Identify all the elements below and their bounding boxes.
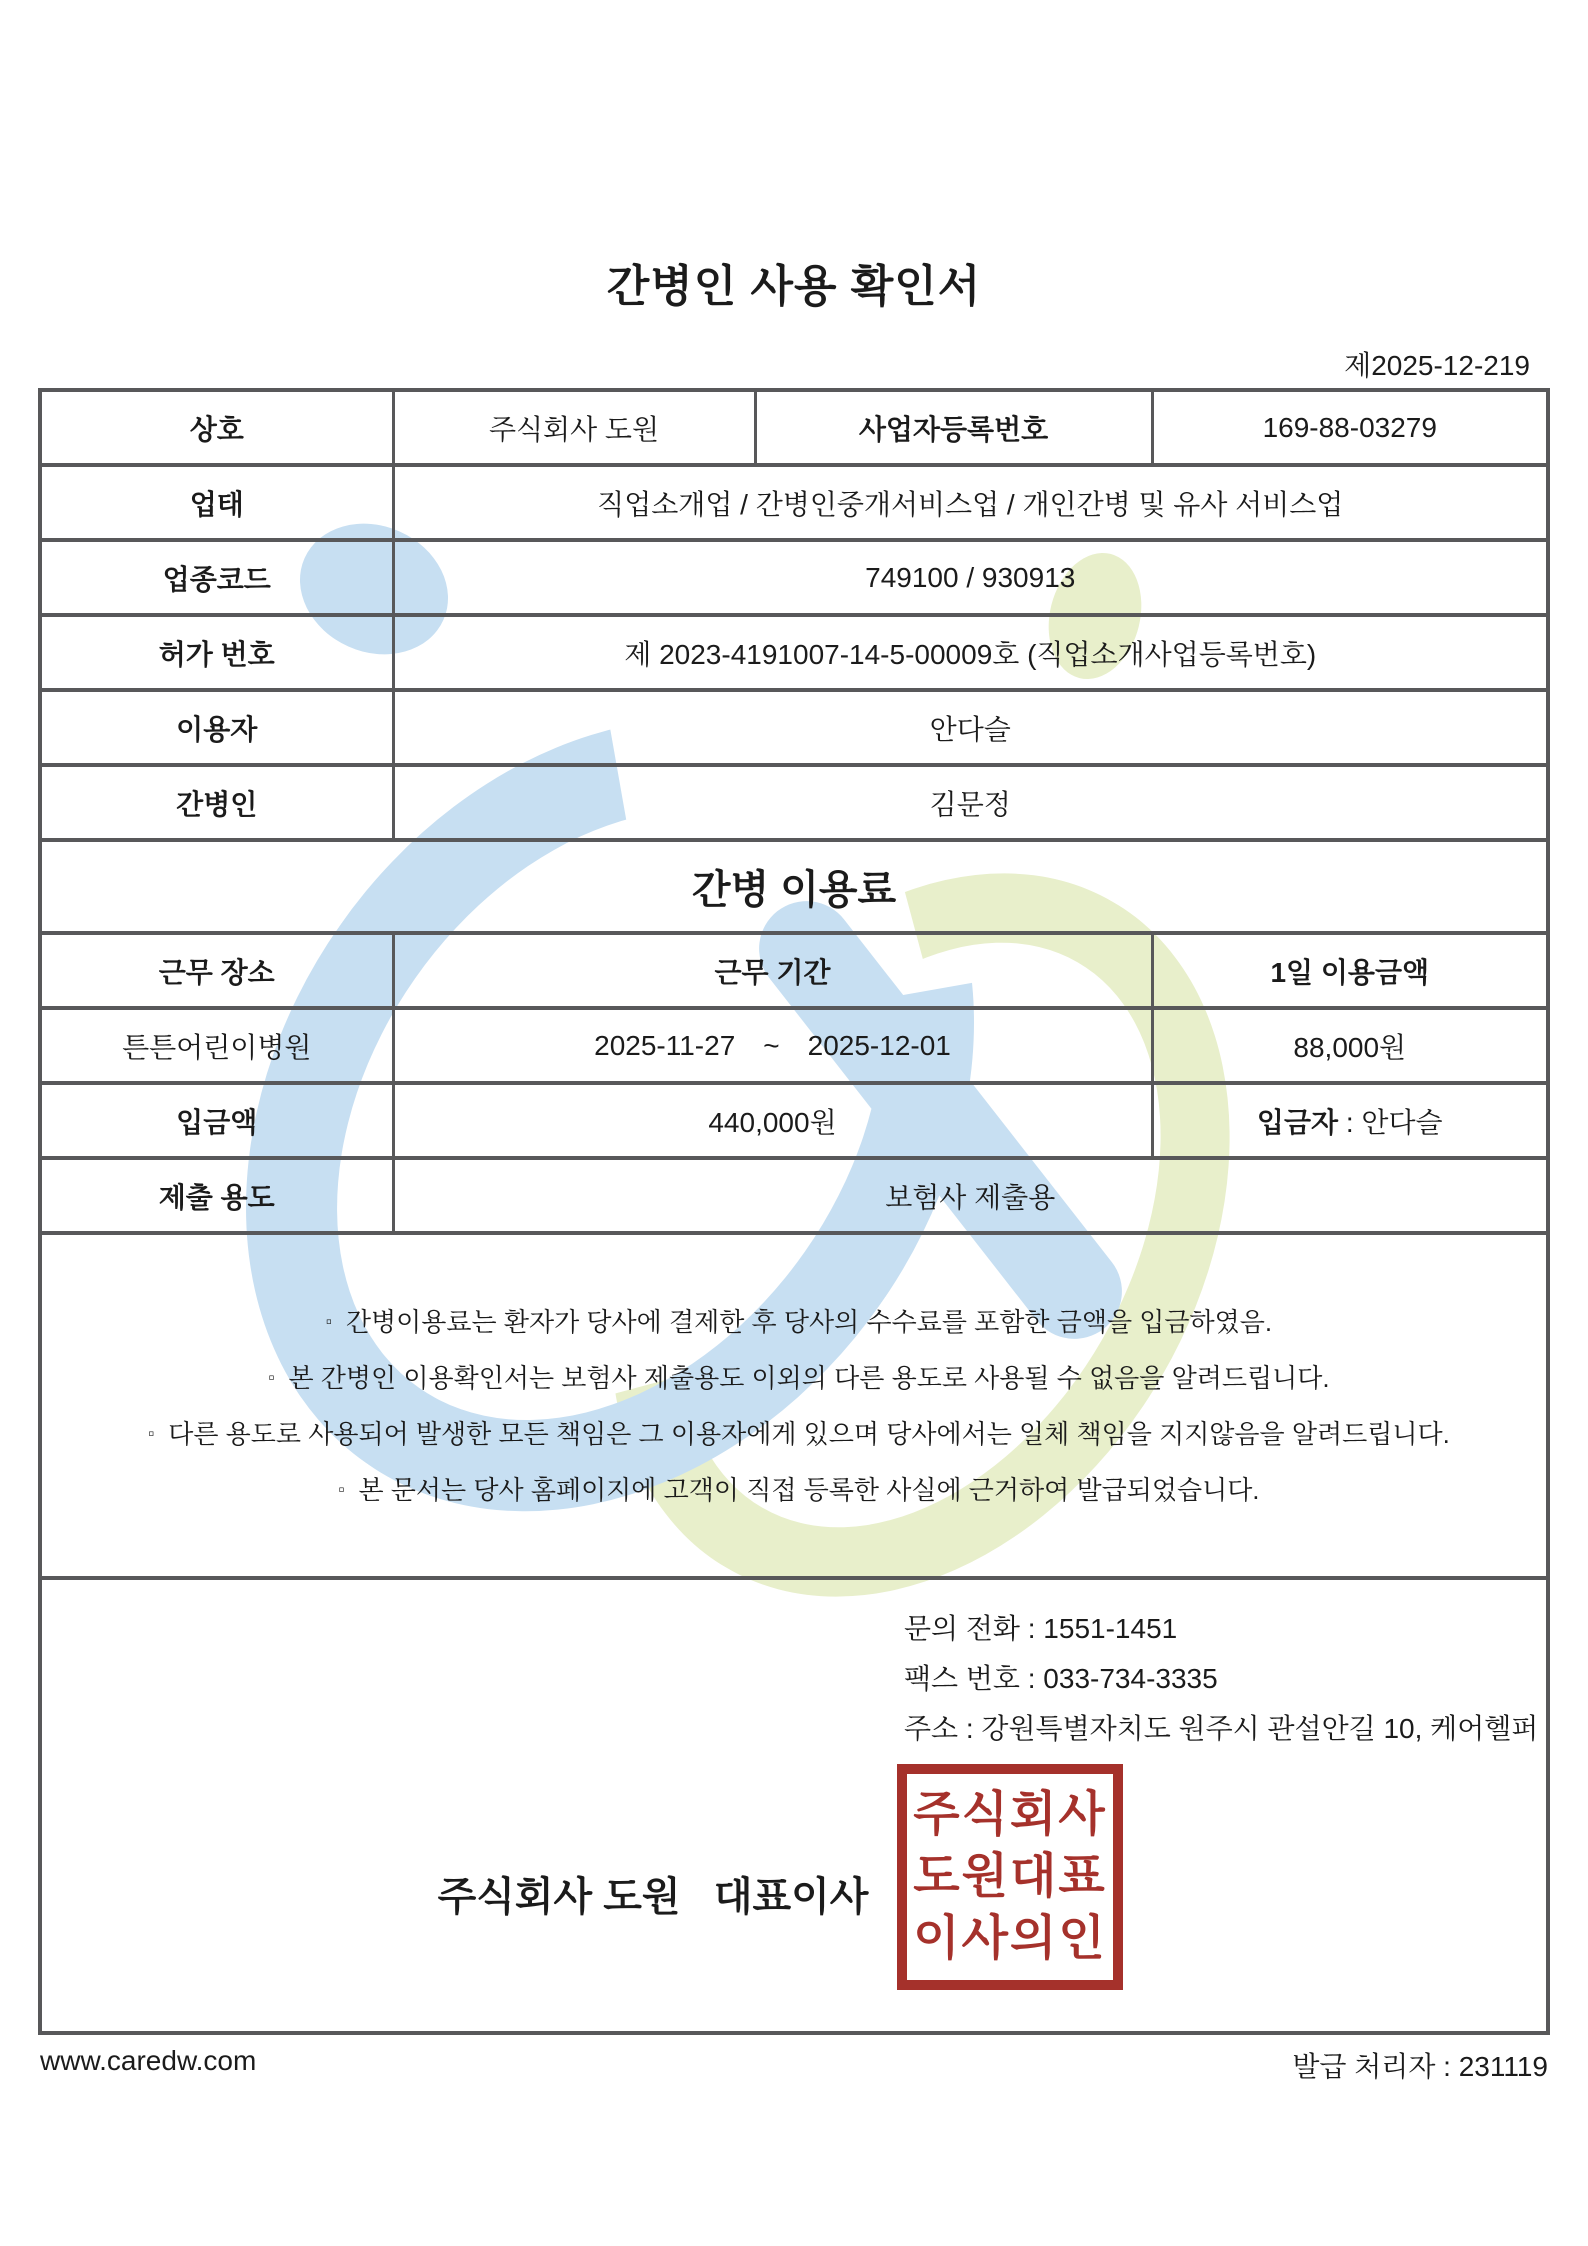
- confirmation-table: [38, 388, 1550, 2035]
- document-number: 제2025-12-219: [1344, 350, 1530, 381]
- note-item: [42, 1406, 1546, 1462]
- issuer-block: [40, 1578, 1548, 2033]
- period-tilde: ~: [763, 1029, 780, 1061]
- company-signature: 주식회사 도원 대표이사: [437, 1875, 869, 1919]
- depositor-value: : 안다슬: [1338, 1106, 1443, 1138]
- company-name-label: 상호: [40, 390, 393, 465]
- depositor-label: 입금자: [1256, 1106, 1339, 1138]
- square-bullet-icon: ▫: [148, 1423, 155, 1443]
- note-item: [42, 1462, 1546, 1518]
- issue-handler: 발급 처리자 : 231119: [1292, 2051, 1548, 2082]
- table-row-company: [40, 390, 1548, 465]
- table-row-purpose: [40, 1158, 1548, 1233]
- business-type-value: 직업소개업 / 간병인중개서비스업 / 개인간병 및 유사 서비스업: [393, 465, 1548, 540]
- table-row-issuer: [40, 1578, 1548, 2033]
- seal-text-line: 주식회사: [913, 1788, 1107, 1841]
- square-bullet-icon: ▫: [325, 1311, 332, 1331]
- industry-code-value: 749100 / 930913: [393, 540, 1548, 615]
- user-label: 이용자: [40, 690, 393, 765]
- period-end: 2025-12-01: [807, 1029, 951, 1061]
- work-place-header: 근무 장소: [40, 933, 393, 1008]
- business-reg-label: 사업자등록번호: [755, 390, 1152, 465]
- square-bullet-icon: ▫: [338, 1479, 345, 1499]
- caregiver-label: 간병인: [40, 765, 393, 840]
- note-item: [42, 1294, 1546, 1350]
- purpose-label: 제출 용도: [40, 1158, 393, 1233]
- website-url: www.caredw.com: [40, 2045, 257, 2076]
- table-row-user: [40, 690, 1548, 765]
- caregiver-value: 김문정: [393, 765, 1548, 840]
- note-text: 본 문서는 당사 홈페이지에 고객이 직접 등록한 사실에 근거하여 발급되었습니다.: [358, 1474, 1260, 1505]
- contact-phone: 문의 전화 : 1551-1451: [904, 1613, 1178, 1644]
- deposit-amount: 440,000원: [393, 1083, 1152, 1158]
- note-text: 다른 용도로 사용되어 발생한 모든 책임은 그 이용자에게 있으며 당사에서는 일체 책임을 지지않음을 알려드립니다.: [168, 1418, 1450, 1449]
- table-row-caregiver: [40, 765, 1548, 840]
- daily-fee-header: 1일 이용금액: [1152, 933, 1548, 1008]
- permit-number-value: 제 2023-4191007-14-5-00009호 (직업소개사업등록번호): [393, 615, 1548, 690]
- table-row-industry-code: [40, 540, 1548, 615]
- table-row-fee-section: [40, 840, 1548, 933]
- work-period-value: [393, 1008, 1152, 1083]
- contact-fax: 팩스 번호 : 033-734-3335: [904, 1663, 1218, 1694]
- note-text: 본 간병인 이용확인서는 보험사 제출용도 이외의 다른 용도로 사용될 수 없음을 알려드립니다.: [288, 1362, 1330, 1393]
- table-row-business-type: [40, 465, 1548, 540]
- permit-number-label: 허가 번호: [40, 615, 393, 690]
- note-text: 간병이용료는 환자가 당사에 결제한 후 당사의 수수료를 포함한 금액을 입금하였음.: [345, 1306, 1273, 1337]
- table-row-notes: [40, 1233, 1548, 1578]
- table-row-permit-number: [40, 615, 1548, 690]
- user-value: 안다슬: [393, 690, 1548, 765]
- work-place-value: 튼튼어린이병원: [40, 1008, 393, 1083]
- seal-text-line: 도원대표: [913, 1850, 1107, 1903]
- table-row-deposit: [40, 1083, 1548, 1158]
- seal-text-line: 이사의인: [913, 1912, 1107, 1965]
- note-item: [42, 1350, 1546, 1406]
- table-row-fee-headers: [40, 933, 1548, 1008]
- corporate-seal-stamp: [897, 1764, 1123, 1990]
- contact-address: 주소 : 강원특별자치도 원주시 관설안길 10, 케어헬퍼: [904, 1713, 1539, 1744]
- page-footer: [40, 2045, 1548, 2085]
- daily-fee-value: 88,000원: [1152, 1008, 1548, 1083]
- notes-block: [40, 1233, 1548, 1578]
- fee-section-title: 간병 이용료: [40, 840, 1548, 933]
- business-type-label: 업태: [40, 465, 393, 540]
- business-reg-value: 169-88-03279: [1152, 390, 1548, 465]
- square-bullet-icon: ▫: [268, 1367, 275, 1387]
- deposit-label: 입금액: [40, 1083, 393, 1158]
- company-name-value: 주식회사 도원: [393, 390, 755, 465]
- industry-code-label: 업종코드: [40, 540, 393, 615]
- page-title: 간병인 사용 확인서: [606, 262, 982, 311]
- purpose-value: 보험사 제출용: [393, 1158, 1548, 1233]
- table-row-fee-entry: [40, 1008, 1548, 1083]
- work-period-header: 근무 기간: [393, 933, 1152, 1008]
- depositor-cell: [1152, 1083, 1548, 1158]
- period-start: 2025-11-27: [594, 1029, 736, 1061]
- contact-info: [904, 1604, 1538, 1754]
